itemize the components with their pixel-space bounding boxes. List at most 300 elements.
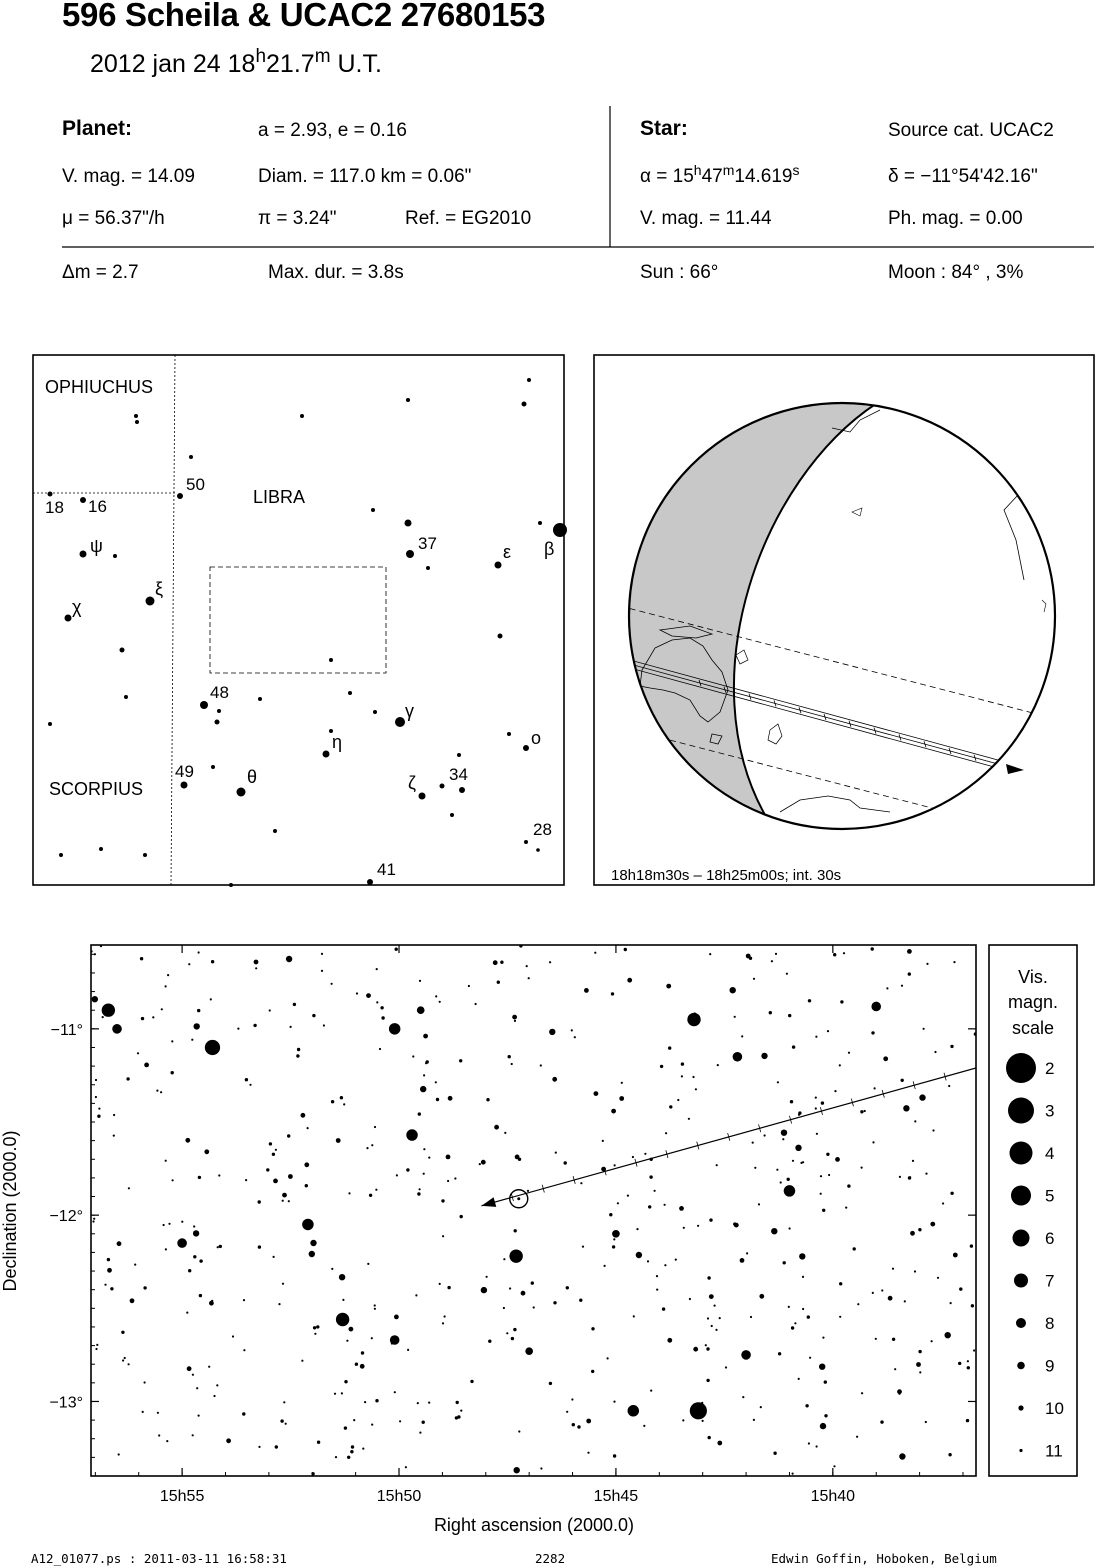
field-star <box>871 1031 874 1034</box>
field-star <box>705 1344 707 1346</box>
bright-star <box>871 1002 881 1012</box>
star-label: 28 <box>533 820 552 839</box>
field-star <box>415 1294 417 1296</box>
field-star <box>420 1086 426 1092</box>
finder-star <box>181 782 188 789</box>
finder-star <box>113 554 117 558</box>
field-star <box>285 1423 287 1425</box>
field-star <box>633 1315 635 1317</box>
field-star <box>309 1251 315 1257</box>
field-star <box>904 1300 906 1302</box>
finder-star <box>146 597 155 606</box>
field-star <box>903 1105 909 1111</box>
field-star <box>305 1184 308 1187</box>
field-star <box>621 1082 623 1084</box>
field-star <box>711 1325 713 1327</box>
field-star <box>511 1337 514 1340</box>
field-star <box>907 949 912 954</box>
field-star <box>253 1024 256 1027</box>
event-time: 2012 jan 24 18$^h$21.7$^m$ U.T. <box>90 46 382 78</box>
field-star <box>323 1024 325 1026</box>
finder-star <box>450 813 454 817</box>
field-star <box>883 1056 888 1061</box>
field-star <box>875 1338 877 1340</box>
field-star <box>692 1076 694 1078</box>
field-star <box>167 974 169 976</box>
planet-ref: Ref. = EG2010 <box>405 208 532 229</box>
field-star <box>553 1301 556 1304</box>
field-star <box>361 1351 364 1354</box>
field-star <box>899 1176 901 1178</box>
bright-star <box>390 1335 400 1345</box>
field-star <box>798 1111 801 1114</box>
field-star <box>934 1051 936 1053</box>
finder-star <box>217 709 221 713</box>
globe-caption: 18h18m30s – 18h25m00s; int. 30s <box>611 867 842 884</box>
field-star <box>614 1164 616 1166</box>
star-field-chart <box>0 944 977 1535</box>
field-star <box>591 1370 594 1373</box>
legend-label: 2 <box>1045 1059 1055 1078</box>
field-star <box>665 1132 667 1134</box>
field-star <box>454 1177 456 1179</box>
field-star <box>740 1258 745 1263</box>
field-star <box>375 1189 377 1191</box>
field-star <box>97 1115 100 1118</box>
finder-star <box>215 720 220 725</box>
finder-star <box>553 523 567 537</box>
field-star <box>950 1302 952 1304</box>
field-star <box>719 1317 721 1319</box>
field-star <box>517 1469 519 1471</box>
field-star <box>594 1091 599 1096</box>
field-star <box>301 1113 306 1118</box>
finder-star <box>120 648 125 653</box>
field-star <box>317 1441 320 1444</box>
field-star <box>503 1307 505 1309</box>
field-star <box>371 1144 373 1146</box>
field-star <box>293 1003 296 1006</box>
bright-star <box>741 1350 751 1360</box>
field-star <box>681 1075 683 1077</box>
field-star <box>297 1048 300 1051</box>
field-star <box>730 987 736 993</box>
field-star <box>746 954 751 959</box>
field-star <box>706 1379 709 1382</box>
field-star <box>549 1382 552 1385</box>
field-star <box>752 1142 754 1144</box>
field-star <box>798 1378 800 1380</box>
field-star <box>422 1421 425 1424</box>
field-star <box>156 1090 158 1092</box>
field-star <box>526 965 528 967</box>
finder-star <box>80 551 87 558</box>
finder-star <box>48 722 52 726</box>
legend-label: 4 <box>1045 1144 1055 1163</box>
field-star <box>923 1028 925 1030</box>
field-star <box>290 1026 292 1028</box>
field-star <box>734 1016 736 1018</box>
field-star <box>286 956 292 962</box>
field-star <box>419 1432 421 1434</box>
field-star <box>349 1327 354 1332</box>
finder-star <box>507 732 511 736</box>
field-star <box>708 1436 711 1439</box>
star-label: 48 <box>210 683 229 702</box>
field-star <box>647 1260 649 1262</box>
field-star <box>649 1175 652 1178</box>
field-star <box>958 1362 961 1365</box>
bright-star <box>302 1219 314 1231</box>
field-star <box>186 1312 188 1314</box>
field-star <box>750 1316 752 1318</box>
field-star <box>783 1261 786 1264</box>
finder-star <box>59 853 63 857</box>
bright-star <box>112 1024 122 1034</box>
field-star <box>648 1205 651 1208</box>
finder-star <box>200 701 208 709</box>
planet-heading: Planet: <box>62 117 133 140</box>
field-star <box>714 1305 716 1307</box>
field-star <box>92 996 98 1002</box>
field-star <box>824 1380 827 1383</box>
sun-elongation: Sun : 66° <box>640 262 719 283</box>
globe <box>608 396 1060 840</box>
field-star <box>613 1238 615 1240</box>
field-star <box>436 1098 439 1101</box>
field-star <box>107 1268 112 1273</box>
finder-star <box>134 414 138 418</box>
bright-star <box>525 1347 533 1355</box>
field-star <box>488 1340 491 1343</box>
field-star <box>549 1029 555 1035</box>
field-star <box>919 1094 925 1100</box>
max-duration: Max. dur. = 3.8s <box>268 262 404 283</box>
field-star <box>296 1054 299 1057</box>
y-tick-label: −13° <box>49 1394 83 1412</box>
field-star <box>942 1202 944 1204</box>
field-star <box>304 1162 309 1167</box>
field-star <box>371 1337 373 1339</box>
field-star <box>773 1452 776 1455</box>
field-star <box>847 1184 850 1187</box>
field-star <box>822 1337 824 1339</box>
field-star <box>468 985 470 987</box>
field-star <box>166 1440 168 1442</box>
field-star <box>425 1062 427 1064</box>
field-star <box>624 948 627 951</box>
star-label: 37 <box>418 534 437 553</box>
field-star <box>515 1155 520 1160</box>
field-star <box>574 1036 576 1038</box>
field-star <box>481 1160 486 1165</box>
field-star <box>307 1127 309 1129</box>
field-star <box>828 1174 830 1176</box>
field-star <box>953 961 955 963</box>
field-star <box>272 1153 275 1156</box>
field-star <box>137 1052 139 1054</box>
field-star <box>161 1008 163 1010</box>
field-star <box>716 1164 718 1166</box>
field-star <box>188 1269 191 1272</box>
field-star <box>439 1001 441 1003</box>
field-star <box>609 1213 612 1216</box>
field-star <box>824 1414 827 1417</box>
finder-star <box>143 853 147 857</box>
field-star <box>419 980 421 982</box>
field-star <box>892 1338 895 1341</box>
field-star <box>734 1223 739 1228</box>
path-limit <box>612 725 1055 840</box>
finder-star <box>273 829 277 833</box>
bright-star <box>690 1402 707 1419</box>
bright-star <box>406 1129 418 1141</box>
finder-star <box>80 497 86 503</box>
field-star <box>503 1258 505 1260</box>
field-star <box>709 1294 714 1299</box>
field-star <box>540 1467 542 1469</box>
field-star <box>273 1256 275 1258</box>
field-star <box>677 1099 679 1101</box>
star-label: 50 <box>186 475 205 494</box>
field-star <box>504 1132 506 1134</box>
field-star <box>839 1316 841 1318</box>
field-star <box>360 1364 365 1369</box>
field-star <box>198 1415 200 1417</box>
field-star <box>208 1366 210 1368</box>
legend-dot <box>1008 1098 1034 1124</box>
field-star <box>764 1134 766 1136</box>
field-star <box>126 1077 129 1080</box>
field-star <box>335 1456 337 1458</box>
field-star <box>351 1445 354 1448</box>
field-star <box>932 1129 934 1131</box>
land-outline <box>852 508 862 516</box>
field-star <box>142 1411 144 1413</box>
field-star <box>815 1097 817 1099</box>
field-star <box>760 1406 762 1408</box>
field-star <box>273 1179 278 1184</box>
field-star <box>218 1174 220 1176</box>
field-star <box>611 992 614 995</box>
field-star <box>899 1453 905 1459</box>
field-star <box>157 1412 159 1414</box>
field-star <box>334 1393 336 1395</box>
field-star <box>802 1308 804 1310</box>
field-star <box>128 1363 130 1365</box>
field-star <box>494 1125 499 1130</box>
field-star <box>102 1016 104 1018</box>
field-star <box>702 1420 704 1422</box>
field-star <box>540 1064 542 1066</box>
field-star <box>310 1240 316 1246</box>
field-star <box>853 1247 856 1250</box>
finder-star <box>323 751 330 758</box>
field-star <box>682 1419 684 1421</box>
star-label: ε <box>503 542 512 562</box>
star-label: γ <box>405 701 414 721</box>
field-star <box>394 1391 396 1393</box>
field-star <box>839 1064 841 1066</box>
star-label: ζ <box>408 773 416 793</box>
field-star <box>769 1011 772 1014</box>
field-star <box>881 1289 883 1291</box>
field-star <box>258 1200 261 1203</box>
star-label: ψ <box>90 536 103 556</box>
field-star <box>442 1322 444 1324</box>
path-arrow-head <box>1006 764 1024 774</box>
field-star <box>199 1259 202 1262</box>
field-star <box>669 1105 672 1108</box>
field-star <box>845 1207 847 1209</box>
field-star <box>278 1303 280 1305</box>
finder-star <box>237 788 246 797</box>
field-stars <box>91 944 978 1475</box>
field-star <box>967 1360 969 1362</box>
star-label: χ <box>72 597 82 617</box>
field-star <box>643 1425 645 1427</box>
field-star <box>709 1218 712 1221</box>
field-star <box>249 1084 251 1086</box>
star-vmag: V. mag. = 11.44 <box>640 208 772 229</box>
legend-label: 9 <box>1045 1356 1055 1376</box>
field-star <box>725 1366 727 1368</box>
field-star <box>880 1420 883 1423</box>
finder-star <box>405 520 412 527</box>
field-star <box>441 1199 444 1202</box>
field-star <box>807 1315 810 1318</box>
field-star <box>564 1161 567 1164</box>
axes <box>49 945 976 1505</box>
field-star <box>193 1230 199 1236</box>
field-star <box>857 1303 859 1305</box>
field-star <box>237 1028 239 1030</box>
field-star <box>211 960 214 963</box>
land-outline <box>780 796 890 812</box>
field-star <box>412 1055 414 1057</box>
y-tick-label: −11° <box>50 1021 83 1039</box>
night-side <box>608 396 877 815</box>
field-star <box>435 1081 437 1083</box>
field-star <box>355 1363 358 1366</box>
finder-star <box>419 793 426 800</box>
field-star <box>894 1368 896 1370</box>
x-axis-label: Right ascension (2000.0) <box>433 1515 635 1535</box>
field-star <box>446 1155 451 1160</box>
bright-star <box>205 1040 220 1055</box>
field-star <box>909 1176 911 1178</box>
star-dec: δ = −11°54'42.16" <box>888 166 1038 187</box>
field-star <box>282 1283 284 1285</box>
field-star <box>374 1304 376 1306</box>
field-star <box>199 1294 202 1297</box>
finder-star <box>524 840 528 844</box>
legend-dot <box>1011 1186 1031 1206</box>
field-star <box>447 1180 449 1182</box>
field-star <box>181 1221 183 1223</box>
field-star <box>118 1453 120 1455</box>
field-star <box>789 1227 791 1229</box>
field-star <box>331 1100 334 1103</box>
field-star <box>753 1419 755 1421</box>
x-tick-label: 15h45 <box>593 1488 639 1505</box>
field-star <box>660 1065 663 1068</box>
star-heading: Star: <box>640 117 688 140</box>
field-star <box>187 1366 192 1371</box>
field-star <box>107 1258 110 1261</box>
finder-chart <box>33 355 567 887</box>
finder-star <box>124 695 128 699</box>
field-star <box>418 1112 421 1115</box>
field-star <box>808 1442 810 1444</box>
finder-star <box>527 378 531 382</box>
field-star <box>864 1110 866 1112</box>
field-star <box>693 1347 698 1352</box>
field-star <box>754 1167 756 1169</box>
field-star <box>612 1245 615 1248</box>
planet-parallax: π = 3.24" <box>258 208 337 229</box>
field-star <box>245 1078 248 1081</box>
constellation-boundary <box>171 355 175 885</box>
legend-title: scale <box>1011 1018 1055 1038</box>
field-star <box>571 1398 573 1400</box>
field-star <box>321 953 323 955</box>
field-star <box>185 1138 190 1143</box>
field-star <box>374 1126 376 1128</box>
field-star <box>275 1445 278 1448</box>
field-star <box>140 957 143 960</box>
finder-star <box>536 848 540 852</box>
field-star <box>117 1241 122 1246</box>
finder-star <box>229 883 233 887</box>
field-star <box>650 1390 652 1392</box>
finder-star <box>258 697 262 701</box>
field-star <box>407 1349 409 1351</box>
field-star <box>627 978 632 983</box>
field-star <box>513 1328 516 1331</box>
field-star <box>342 1299 344 1301</box>
field-star <box>914 1120 916 1122</box>
field-star <box>269 1142 272 1145</box>
field-star <box>514 1020 516 1022</box>
finder-star <box>495 562 502 569</box>
field-star <box>124 1357 126 1359</box>
field-star <box>95 1348 97 1350</box>
field-star <box>741 1035 743 1037</box>
field-star <box>423 1173 425 1175</box>
x-tick-label: 15h40 <box>810 1488 856 1505</box>
field-star <box>788 1014 791 1017</box>
field-star <box>668 1046 671 1049</box>
star-label: ο <box>531 728 542 748</box>
field-star <box>113 1135 115 1137</box>
field-star <box>794 1322 796 1324</box>
field-star <box>144 1381 146 1383</box>
field-star <box>168 1223 170 1225</box>
field-star <box>243 1299 245 1301</box>
field-star <box>336 1138 341 1143</box>
x-tick-label: 15h50 <box>376 1488 422 1505</box>
field-star <box>172 1179 174 1181</box>
field-star <box>898 1393 900 1395</box>
field-star <box>746 1252 748 1254</box>
field-star <box>967 1366 970 1369</box>
field-star <box>815 1107 817 1109</box>
field-star <box>753 978 755 980</box>
field-star <box>815 1036 817 1038</box>
field-star <box>675 1259 677 1261</box>
field-star <box>346 1340 348 1342</box>
